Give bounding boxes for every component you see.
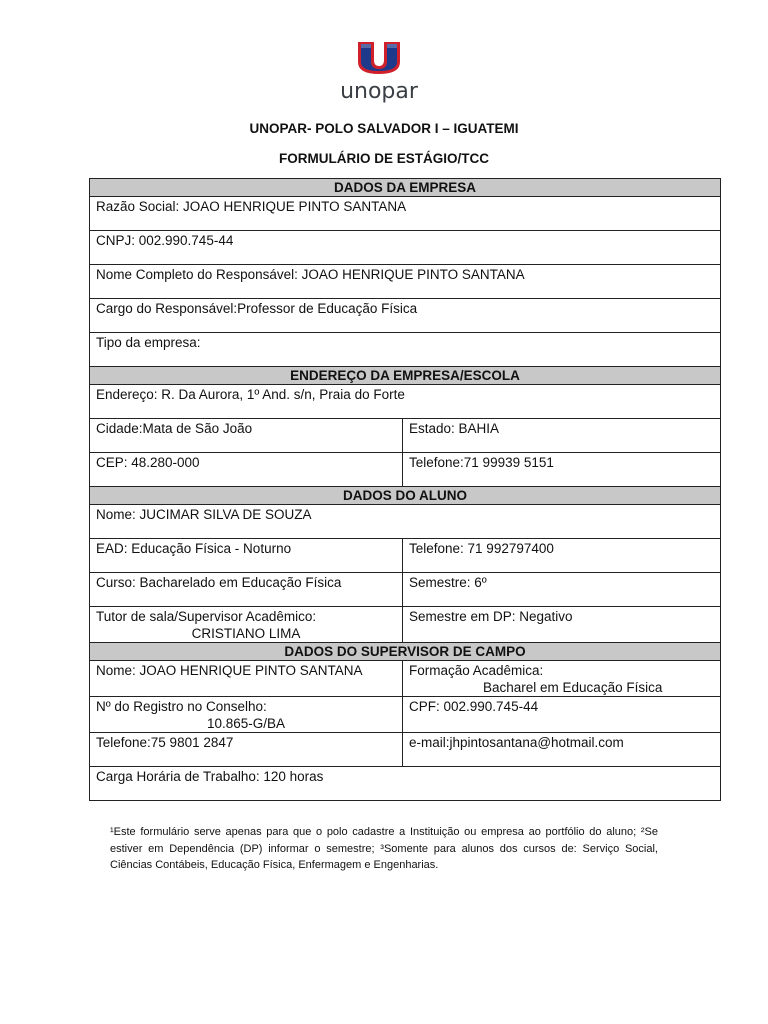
form-subtitle: FORMULÁRIO DE ESTÁGIO/TCC: [279, 151, 489, 166]
registro-field: [90, 697, 403, 733]
nome-aluno-field: Nome: JUCIMAR SILVA DE SOUZA: [90, 505, 721, 539]
internship-form-table: [89, 178, 721, 801]
tutor-label: Tutor de sala/Supervisor Acadêmico:: [96, 609, 317, 624]
cnpj-field: CNPJ: 002.990.745-44: [90, 231, 721, 265]
tutor-name: CRISTIANO LIMA: [191, 626, 301, 641]
ead-field: EAD: Educação Física - Noturno: [90, 539, 403, 573]
formacao-label: Formação Acadêmica:: [409, 663, 544, 678]
razao-social-field: Razão Social: JOAO HENRIQUE PINTO SANTANA: [90, 197, 721, 231]
responsavel-field: Nome Completo do Responsável: JOAO HENRIQUE PINTO SANTANA: [90, 265, 721, 299]
section-header-supervisor: [90, 643, 721, 661]
estado-field: Estado: BAHIA: [403, 419, 721, 453]
registro-label: Nº do Registro no Conselho:: [96, 699, 267, 714]
curso-field: Curso: Bacharelado em Educação Física: [90, 573, 403, 607]
page-title: UNOPAR- POLO SALVADOR I – IGUATEMI: [249, 121, 519, 136]
semestre-dp-field: Semestre em DP: Negativo: [403, 607, 721, 643]
section-title: ENDEREÇO DA EMPRESA/ESCOLA: [90, 367, 721, 385]
endereco-field: Endereço: R. Da Aurora, 1º And. s/n, Praia do Forte: [90, 385, 721, 419]
formacao-value: Bacharel em Educação Física: [483, 680, 663, 695]
carga-horaria-field: Carga Horária de Trabalho: 120 horas: [90, 767, 721, 801]
telefone-aluno-field: Telefone: 71 992797400: [403, 539, 721, 573]
footnote: ¹Este formulário serve apenas para que o polo cadastre a Instituição ou empresa ao portfólio do aluno; ²Se estiver em Dependência (DP) informar o semestre; ³Somente para alunos dos cursos de: Serviço Social, Ciências Contábeis, Educação Física, Enfermagem e Engenharias.: [110, 826, 658, 871]
section-header-aluno: [90, 487, 721, 505]
logo-text: unopar: [340, 79, 418, 104]
cidade-field: Cidade:Mata de São João: [90, 419, 403, 453]
section-header-empresa: [90, 179, 721, 197]
nome-supervisor-field: Nome: JOAO HENRIQUE PINTO SANTANA: [90, 661, 403, 697]
telefone-empresa-field: Telefone:71 99939 5151: [403, 453, 721, 487]
email-field: e-mail:jhpintosantana@hotmail.com: [403, 733, 721, 767]
cargo-field: Cargo do Responsável:Professor de Educação Física: [90, 299, 721, 333]
registro-value: 10.865-G/BA: [206, 716, 286, 731]
tutor-field: [90, 607, 403, 643]
semestre-field: Semestre: 6º: [403, 573, 721, 607]
section-title: DADOS DA EMPRESA: [90, 179, 721, 197]
tipo-empresa-field: Tipo da empresa:: [90, 333, 721, 367]
unopar-logo: [334, 40, 424, 106]
section-title: DADOS DO ALUNO: [90, 487, 721, 505]
formacao-field: [403, 661, 721, 697]
section-title: DADOS DO SUPERVISOR DE CAMPO: [90, 643, 721, 661]
unopar-u-icon: [356, 40, 402, 76]
section-header-endereco: [90, 367, 721, 385]
cep-field: CEP: 48.280-000: [90, 453, 403, 487]
cpf-field: CPF: 002.990.745-44: [403, 697, 721, 733]
telefone-supervisor-field: Telefone:75 9801 2847: [90, 733, 403, 767]
